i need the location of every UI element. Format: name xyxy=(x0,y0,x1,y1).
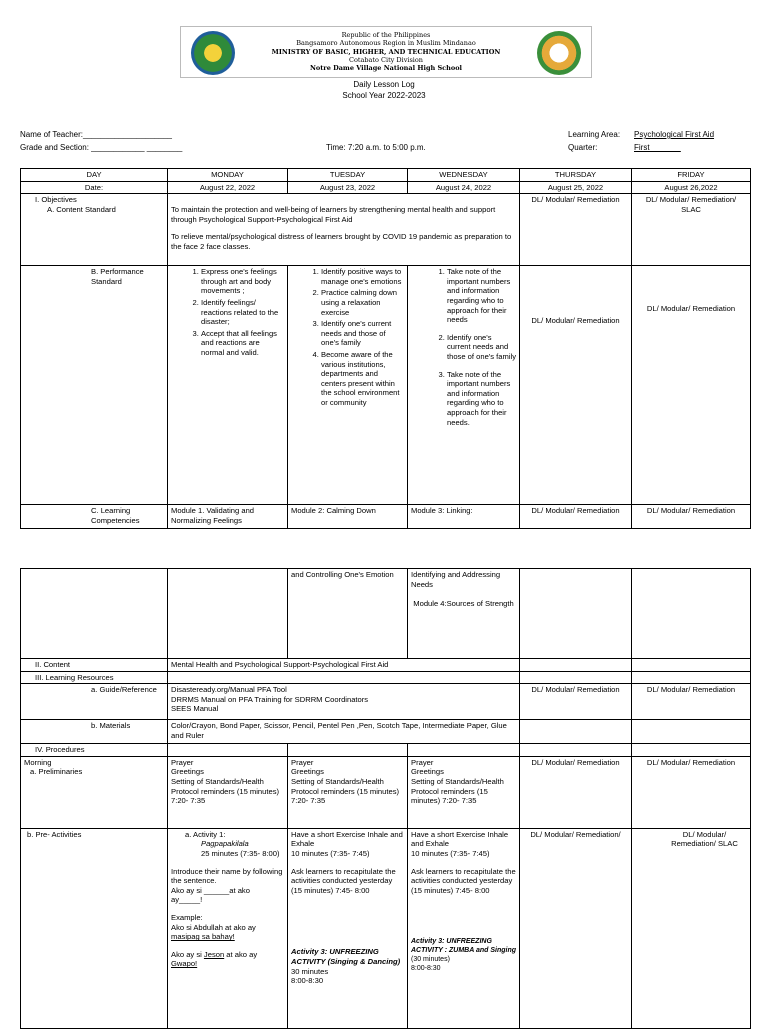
competency-text: Identifying and Addressing Needs xyxy=(411,570,501,589)
preliminaries-heading: a. Preliminaries xyxy=(30,767,83,777)
lesson-log-table-2 xyxy=(20,568,751,1029)
thursday-guide: DL/ Modular/ Remediation xyxy=(520,684,632,720)
friday-competency: DL/ Modular/ Remediation xyxy=(632,505,751,529)
text-line: Greetings xyxy=(171,767,204,777)
activity-template: Ako ay si ______at ako xyxy=(171,885,250,895)
tuesday-competency: Module 2: Calming Down xyxy=(288,505,408,529)
pre-activities-label: b. Pre- Activities xyxy=(21,828,168,1028)
guide-reference-row xyxy=(21,684,751,720)
reference-line: SEES Manual xyxy=(171,704,219,714)
content-standard-para: To maintain the protection and well-being of learners by strengthening mental health and support through Psychological Support-Psychological First Aid xyxy=(171,205,496,224)
activity-template: ay_____! xyxy=(171,895,203,905)
activity-text: Ask learners to recapitulate the activities conducted yesterday (15 minutes) 7:45- 8:00 xyxy=(291,866,396,895)
list-item: 2. Identify feelings/ reactions related to the disaster; xyxy=(201,298,284,327)
activity-text: 8:00-8:30 xyxy=(411,965,441,973)
learning-area-label: Learning Area: xyxy=(568,130,621,139)
tuesday-pre-activities xyxy=(288,828,408,1028)
competency-continuation-row xyxy=(21,569,751,659)
time-field: Time: 7:20 a.m. to 5:00 p.m. xyxy=(326,143,426,152)
day-header: MONDAY xyxy=(168,169,288,182)
example-text xyxy=(171,950,284,960)
day-header: FRIDAY xyxy=(632,169,751,182)
header-line: MINISTRY OF BASIC, HIGHER, AND TECHNICAL EDUCATION xyxy=(271,47,501,56)
tuesday-competency-cont: and Controlling One's Emotion xyxy=(288,569,408,659)
friday-preliminaries: DL/ Modular/ Remediation xyxy=(632,756,751,828)
monday-preliminaries xyxy=(168,756,288,828)
day-header: WEDNESDAY xyxy=(408,169,520,182)
reference-line: Disasteready.org/Manual PFA Tool xyxy=(171,685,287,695)
text-line: Setting of Standards/Health Protocol reminders (15 minutes) 7:20- 7:35 xyxy=(411,776,504,806)
date-cell: August 26,2022 xyxy=(632,181,751,194)
date-cell: August 23, 2022 xyxy=(288,181,408,194)
learning-resources-label: III. Learning Resources xyxy=(21,671,168,684)
preliminaries-row xyxy=(21,756,751,828)
activity-text: 8:00-8:30 xyxy=(291,976,324,986)
text-line: Setting of Standards/Health Protocol reminders (15 minutes) xyxy=(171,776,280,796)
friday-objectives: DL/ Modular/ Remediation/ SLAC xyxy=(632,194,751,266)
wednesday-preliminaries xyxy=(408,756,520,828)
guide-reference-text xyxy=(168,684,520,720)
pre-activities-row xyxy=(21,828,751,1028)
activity-text: Have a short Exercise Inhale and Exhale xyxy=(291,829,403,849)
monday-competency: Module 1. Validating and Normalizing Feelings xyxy=(168,505,288,529)
list-item: 4. Become aware of the various institutions, departments and centers present within the school environment or community xyxy=(321,350,404,408)
content-text: Mental Health and Psychological Support-Psychological First Aid xyxy=(168,659,520,672)
thursday-objectives: DL/ Modular/ Remediation xyxy=(520,194,632,266)
header-line: Bangsamoro Autonomous Region in Muslim Mindanao xyxy=(296,39,476,48)
day-header: DAY xyxy=(21,169,168,182)
activity-heading: a. Activity 1: xyxy=(185,829,226,839)
school-seal-icon xyxy=(537,31,581,75)
example-text: Gwapo! xyxy=(171,959,198,969)
activity-text: Have a short Exercise Inhale and Exhale xyxy=(411,829,509,849)
tuesday-performance xyxy=(288,266,408,505)
example-fragment: Jeson xyxy=(203,949,225,959)
example-fragment: Ako ay si xyxy=(171,949,204,959)
activity-duration: 30 minutes xyxy=(291,966,329,976)
school-year: School Year 2022-2023 xyxy=(342,91,426,100)
objectives-row xyxy=(21,194,751,266)
learning-competencies-label: C. Learning Competencies xyxy=(21,505,168,529)
list-item: 2. Practice calming down using a relaxation exercise xyxy=(321,288,404,317)
letterhead xyxy=(180,26,592,78)
text-line: Greetings xyxy=(411,767,444,777)
thursday-preliminaries: DL/ Modular/ Remediation xyxy=(520,756,632,828)
header-line: Republic of the Philippines xyxy=(341,31,431,39)
guide-reference-label: a. Guide/Reference xyxy=(21,684,168,720)
day-header: TUESDAY xyxy=(288,169,408,182)
wednesday-competency: Module 3: Linking: xyxy=(408,505,520,529)
example-label: Example: xyxy=(171,912,203,922)
document-title: Daily Lesson Log xyxy=(353,80,415,89)
activity-text: Ask learners to recapitulate the activities conducted yesterday (15 minutes) 7:45- 8:00 xyxy=(411,866,516,895)
materials-label: b. Materials xyxy=(21,720,168,744)
friday-performance: DL/ Modular/ Remediation xyxy=(632,266,751,505)
activity-time: 25 minutes (7:35- 8:00) xyxy=(201,848,280,858)
activity-name: Pagpapakilala xyxy=(201,839,249,849)
activity-text xyxy=(291,947,404,976)
quarter-label: Quarter: xyxy=(568,143,598,152)
date-row xyxy=(21,181,751,194)
content-row xyxy=(21,659,751,672)
wednesday-performance xyxy=(408,266,520,505)
monday-performance xyxy=(168,266,288,505)
objectives-label xyxy=(21,194,168,266)
preliminaries-label xyxy=(21,756,168,828)
date-cell: August 22, 2022 xyxy=(168,181,288,194)
bangsamoro-seal-icon xyxy=(191,31,235,75)
activity-text: 10 minutes (7:35- 7:45) xyxy=(291,848,370,858)
materials-row xyxy=(21,720,751,744)
quarter-value: First_______ xyxy=(634,143,681,152)
header-line: Cotabato City Division xyxy=(349,55,423,64)
activity-instruction: Introduce their name by following the sentence. xyxy=(171,866,283,886)
friday-pre-activities: DL/ Modular/ Remediation/ SLAC xyxy=(632,828,751,1028)
content-standard-text xyxy=(168,194,520,266)
wednesday-pre-activities xyxy=(408,828,520,1028)
activity-duration: (30 minutes) xyxy=(411,956,450,964)
text-line: Greetings xyxy=(291,767,324,777)
morning-label: Morning xyxy=(24,757,52,767)
text-line: Prayer xyxy=(171,757,194,767)
date-cell: August 25, 2022 xyxy=(520,181,632,194)
reference-line: DRRMS Manual on PFA Training for SDRRM Coordinators xyxy=(171,694,369,704)
date-label: Date: xyxy=(21,181,168,194)
text-line: Setting of Standards/Health Protocol reminders (15 minutes) 7:20- 7:35 xyxy=(291,776,400,806)
list-item: 3. Accept that all feelings and reactions are normal and valid. xyxy=(201,329,284,358)
list-item: 1. Identify positive ways to manage one's emotions xyxy=(321,267,404,286)
day-header: THURSDAY xyxy=(520,169,632,182)
procedures-row xyxy=(21,744,751,757)
list-item: 3. Take note of the important numbers and information regarding who to approach for their needs. xyxy=(447,370,516,428)
example-text: Ako si Abdullah at ako ay xyxy=(171,922,256,932)
procedures-label: IV. Procedures xyxy=(21,744,168,757)
list-item: 2. Identify one's current needs and those of one's family xyxy=(447,333,516,362)
lesson-log-table-1 xyxy=(20,168,751,529)
learning-resources-row xyxy=(21,671,751,684)
competency-text: Module 4:Sources of Strength xyxy=(413,599,514,609)
teacher-name-field: Name of Teacher:____________________ xyxy=(20,130,172,139)
list-item: 1. Express one's feelings through art and body movements ; xyxy=(201,267,284,296)
thursday-competency: DL/ Modular/ Remediation xyxy=(520,505,632,529)
content-standard-label: A. Content Standard xyxy=(47,204,116,214)
grade-section-field: Grade and Section: ____________ ________ xyxy=(20,143,183,152)
content-label: II. Content xyxy=(21,659,168,672)
thursday-pre-activities: DL/ Modular/ Remediation/ xyxy=(520,828,632,1028)
objectives-heading: I. Objectives xyxy=(35,195,77,205)
activity-text xyxy=(411,937,516,964)
text-line: Prayer xyxy=(291,757,314,767)
learning-competencies-row xyxy=(21,505,751,529)
text-line: Prayer xyxy=(411,757,434,767)
materials-text: Color/Crayon, Bond Paper, Scissor, Pencil, Pentel Pen ,Pen, Scotch Tape, Intermediate Paper, Glue and Ruler xyxy=(168,720,520,744)
monday-pre-activities xyxy=(168,828,288,1028)
example-fragment: at ako ay xyxy=(224,949,258,959)
header-line: Notre Dame Village National High School xyxy=(309,64,462,73)
day-row xyxy=(21,169,751,182)
list-item: 1. Take note of the important numbers and information regarding who to approach for their needs xyxy=(447,267,516,325)
wednesday-competency-cont xyxy=(408,569,520,659)
tuesday-preliminaries xyxy=(288,756,408,828)
content-standard-para: To relieve mental/psychological distress of learners brought by COVID 19 pandemic as preparation to the face 2 face classes. xyxy=(171,232,512,251)
text-line: 7:20- 7:35 xyxy=(171,796,206,806)
activity-text: 10 minutes (7:35- 7:45) xyxy=(411,848,490,858)
activity-title: Activity 3: UNFREEZING ACTIVITY : ZUMBA and Singing xyxy=(411,938,516,955)
performance-standard-label: B. Performance Standard xyxy=(21,266,168,505)
letterhead-text xyxy=(241,31,531,72)
performance-standard-row xyxy=(21,266,751,505)
activity-title: Activity 3: UNFREEZING ACTIVITY (Singing & Dancing) xyxy=(291,947,401,966)
date-cell: August 24, 2022 xyxy=(408,181,520,194)
example-text: masipag sa bahay! xyxy=(171,932,235,942)
thursday-performance: DL/ Modular/ Remediation xyxy=(520,266,632,505)
friday-guide: DL/ Modular/ Remediation xyxy=(632,684,751,720)
learning-area-value: Psychological First Aid xyxy=(634,130,715,139)
list-item: 3. Identify one's current needs and those of one's family xyxy=(321,319,404,348)
